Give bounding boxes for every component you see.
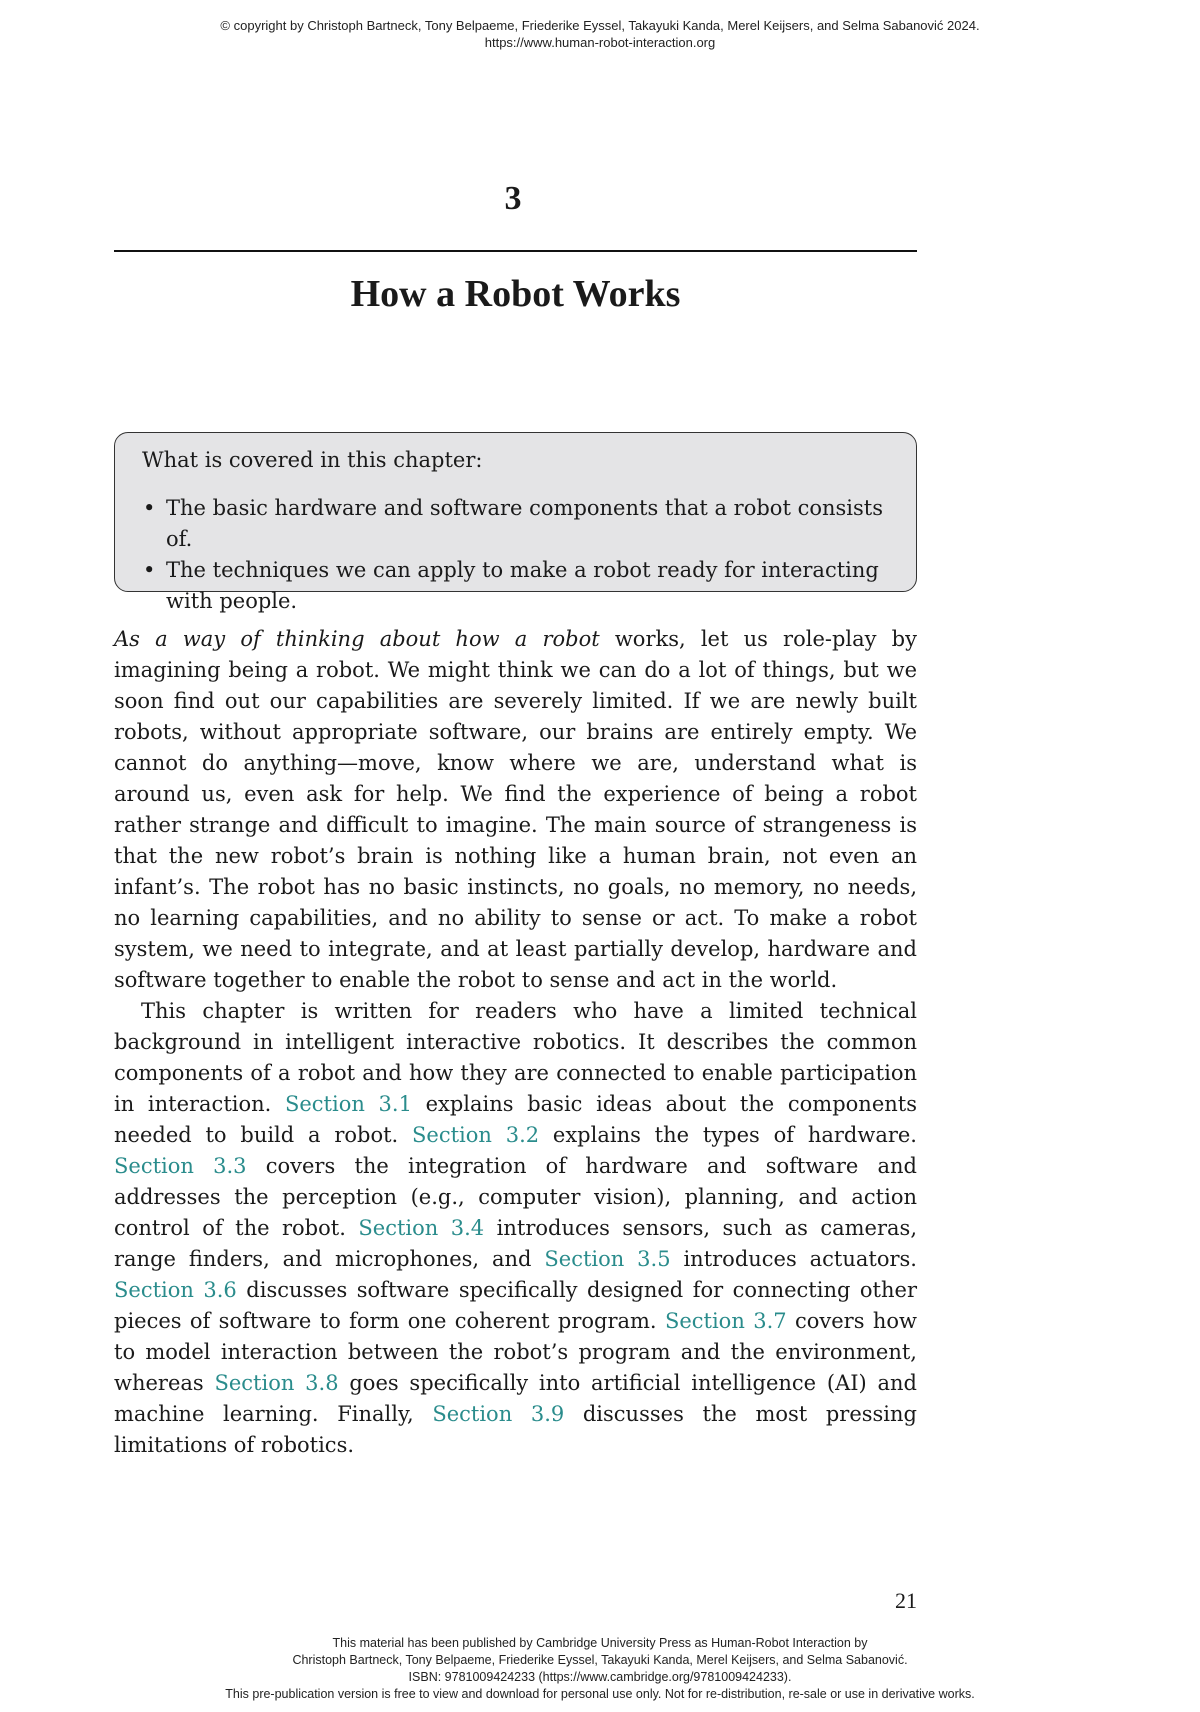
section-link-3-9[interactable]: Section 3.9 xyxy=(432,1402,565,1426)
header-url: https://www.human-robot-interaction.org xyxy=(484,35,716,50)
summary-list-item: • The techniques we can apply to make a robot ready for interacting with people. xyxy=(142,555,892,617)
overview-paragraph xyxy=(114,996,917,1461)
section-link-3-1[interactable]: Section 3.1 xyxy=(284,1092,412,1116)
paragraph-text: covers how to model interaction between the robot’s program and the environment, whereas xyxy=(114,1309,917,1395)
chapter-body xyxy=(114,624,917,1461)
paragraph-text: explains the types of hardware. xyxy=(539,1123,917,1147)
chapter-number: 3 xyxy=(504,180,522,217)
italic-lead-in: As a way of thinking about how a robot xyxy=(114,627,600,651)
chapter-title: How a Robot Works xyxy=(350,273,681,315)
footer-line: Christoph Bartneck, Tony Belpaeme, Friederike Eyssel, Takayuki Kanda, Merel Keijsers, and Selma Sabanović. xyxy=(292,1653,908,1667)
footer-line: This pre-publication version is free to view and download for personal use only. Not for re-distribution, re-sale or use in derivative works. xyxy=(225,1687,975,1701)
footer-line: ISBN: 9781009424233 (https://www.cambridge.org/9781009424233). xyxy=(408,1670,792,1684)
summary-list xyxy=(142,493,892,617)
section-link-3-6[interactable]: Section 3.6 xyxy=(114,1278,237,1302)
section-link-3-4[interactable]: Section 3.4 xyxy=(358,1216,485,1240)
section-link-3-3[interactable]: Section 3.3 xyxy=(114,1154,247,1178)
footer-line: This material has been published by Cambridge University Press as Human-Robot Interaction by xyxy=(332,1636,868,1650)
paragraph-text: covers the integration of hardware and software and addresses the perception (e.g., computer vision), planning, and action control of the robot. xyxy=(114,1154,917,1240)
section-link-3-7[interactable]: Section 3.7 xyxy=(664,1309,787,1333)
copyright-notice: © copyright by Christoph Bartneck, Tony Belpaeme, Friederike Eyssel, Takayuki Kanda, Merel Keijsers, and Selma Sabanović 2024. xyxy=(220,18,980,33)
paragraph-text: explains basic ideas about the components needed to build a robot. xyxy=(114,1092,917,1147)
page-header xyxy=(0,17,1200,51)
summary-list-item: • The basic hardware and software components that a robot consists of. xyxy=(142,493,892,555)
summary-box-title: What is covered in this chapter: xyxy=(142,448,483,472)
paragraph-text: introduces actuators. xyxy=(670,1247,917,1271)
page-number: 21 xyxy=(895,1588,917,1613)
section-link-3-5[interactable]: Section 3.5 xyxy=(544,1247,671,1271)
chapter-divider xyxy=(114,250,917,252)
section-link-3-8[interactable]: Section 3.8 xyxy=(214,1371,339,1395)
chapter-summary-box xyxy=(114,432,917,613)
paragraph-text: discusses software specifically designed for connecting other pieces of software to form one coherent program. xyxy=(114,1278,917,1333)
paragraph-text: discusses the most pressing limitations of robotics. xyxy=(114,1402,917,1457)
paragraph-text: works, let us role-play by imagining being a robot. We might think we can do a lot of things, but we soon find out our capabilities are severely limited. If we are newly built robots, without appropriate software, our brains are entirely empty. We cannot do anything—move, know where we are, understand what is around us, even ask for help. We find the experience of being a robot rather strange and difficult to imagine. The main source of strangeness is that the new robot’s brain is nothing like a human brain, not even an infant’s. The robot has no basic instincts, no goals, no memory, no needs, no learning capabilities, and no ability to sense or act. To make a robot system, we need to integrate, and at least partially develop, hardware and software together to enable the robot to sense and act in the world. xyxy=(114,627,917,992)
intro-paragraph xyxy=(114,624,917,996)
paragraph-text: This chapter is written for readers who have a limited technical background in intelligent interactive robotics. It describes the common components of a robot and how they are connected to enable participation in interaction. xyxy=(114,999,917,1116)
paragraph-text: introduces sensors, such as cameras, range finders, and microphones, and xyxy=(114,1216,917,1271)
page-footer xyxy=(0,1635,1200,1703)
section-link-3-2[interactable]: Section 3.2 xyxy=(412,1123,540,1147)
paragraph-text: goes specifically into artificial intelligence (AI) and machine learning. Finally, xyxy=(114,1371,917,1426)
